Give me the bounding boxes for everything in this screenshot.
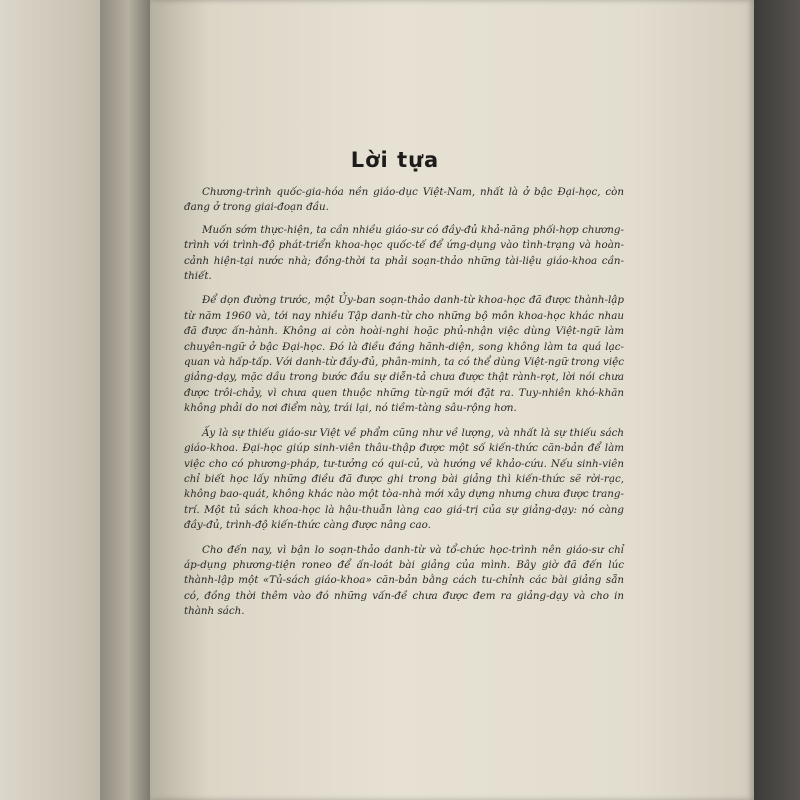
preface-body [184,185,624,629]
background-right [754,0,800,800]
paragraph-4: Ấy là sự thiếu giáo-sư Việt về phẩm cũng như về lượng, và nhất là sự thiếu sách giáo-khoa. Đại-học giúp sinh-viên thâu-thập được một số kiến-thức căn-bản để làm việc cho có phương-pháp, tư-tưởng có qui-củ, và hướng về khảo-cứu. Nếu sinh-viên chỉ biết học lấy những điều đã được ghi trong bài giảng thì kiến-thức sẽ rời-rạc, không bao-quát, không khác nào một tòa-nhà mới xây dựng nhưng chưa được trang-trí. Một tủ sách khoa-học là hậu-thuẫn làng cao giá-trị của sự giảng-dạy: nó càng đầy-đủ, trình-độ kiến-thức càng được nâng cao. [184,426,624,532]
paragraph-2: Muốn sớm thực-hiện, ta cần nhiều giáo-sư có đầy-đủ khả-năng phối-hợp chương-trình với trình-độ phát-triển khoa-học quốc-tế để ứng-dụng vào tình-trạng và hoàn-cảnh hiện-tại nước nhà; đồng-thời ta phải soạn-thảo những tài-liệu giáo-khoa cần-thiết. [184,223,624,283]
paragraph-3: Để dọn đường trước, một Ủy-ban soạn-thảo danh-từ khoa-học đã được thành-lập từ năm 1960 và, tới nay nhiều Tập danh-từ cho những bộ môn khoa-học khác nhau đã được ấn-hành. Không ai còn hoài-nghi hoặc phủ-nhận việc dùng Việt-ngữ làm chuyên-ngữ ở bậc Đại-học. Đó là điều đáng hãnh-diện, song không làm ta quá lạc-quan và hấp-tấp. Với danh-từ đầy-đủ, phân-minh, ta có thể dùng Việt-ngữ trong việc giảng-dạy, mặc dầu trong bước đầu sự diễn-tả chưa được thật rành-rọt, lời nói chưa được trôi-chảy, vì chưa quen thuộc những từ-ngữ mới đặt ra. Tuy-nhiên khó-khăn không phải do nơi điểm này, trái lại, nó tiềm-tàng sâu-rộng hơn. [184,294,624,415]
spine-shadow [100,0,170,800]
paragraph-5: Cho đến nay, vì bận lo soạn-thảo danh-từ và tổ-chức học-trình nên giáo-sư chỉ áp-dụng phương-tiện roneo để ấn-loát bài giảng của mình. Bây giờ đã đến lúc thành-lập một «Tủ-sách giáo-khoa» căn-bản bằng cách tu-chỉnh các bài giảng sẵn có, đồng thời thêm vào đó những vấn-đề chưa được đem ra giảng-dạy và cho in thành sách. [184,543,624,618]
page-title: Lời tựa [350,148,440,172]
paragraph-1: Chương-trình quốc-gia-hóa nền giáo-dục Việt-Nam, nhất là ở bậc Đại-học, còn đang ở trong giai-đoạn đầu. [184,186,624,214]
